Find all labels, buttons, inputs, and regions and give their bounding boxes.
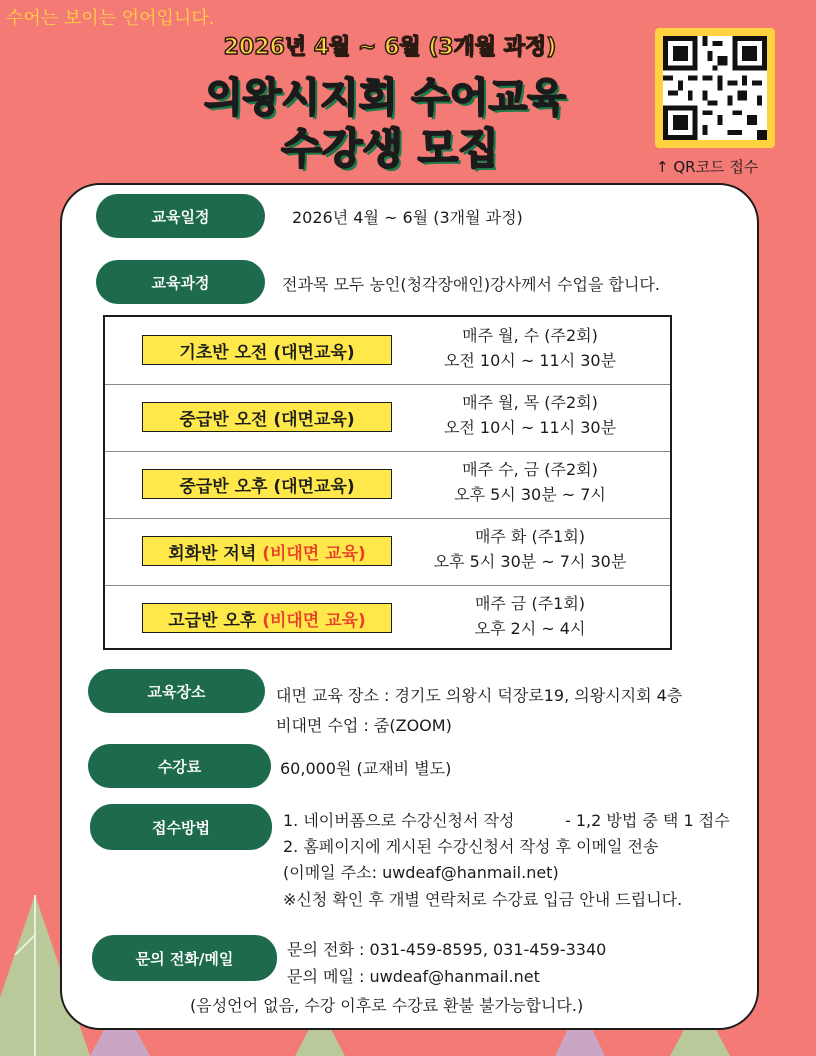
class-days: 매주 월, 목 (주2회) [462, 393, 598, 412]
class-time: 오후 5시 30분 ~ 7시 30분 [433, 552, 627, 571]
label-course: 교육과정 [96, 260, 265, 304]
label-schedule: 교육일정 [96, 194, 265, 238]
class-mode: (대면교육) [273, 476, 355, 497]
label-apply: 접수방법 [90, 804, 272, 850]
class-time: 오후 5시 30분 ~ 7시 [454, 485, 606, 504]
class-time: 오전 10시 ~ 11시 30분 [443, 418, 617, 437]
tagline: 수어는 보이는 언어입니다. [6, 8, 215, 29]
qr-caption: ↑ QR코드 접수 [656, 158, 759, 176]
apply-line-4: ※신청 확인 후 개별 연락처로 수강료 입금 안내 드립니다. [283, 890, 683, 909]
class-label [142, 335, 392, 365]
class-row [105, 585, 670, 652]
contact-phone: 문의 전화 : 031-459-8595, 031-459-3340 [287, 940, 607, 959]
class-name: 중급반 오후 [179, 476, 268, 497]
apply-line-1: 1. 네이버폼으로 수강신청서 작성 [283, 811, 515, 830]
class-times [415, 323, 645, 373]
apply-line-2: 2. 홈페이지에 게시된 수강신청서 작성 후 이메일 전송 [283, 837, 659, 856]
class-times [415, 591, 645, 641]
label-contact: 문의 전화/메일 [92, 935, 277, 981]
title-course: 수어교육 [411, 75, 566, 121]
place-line-2: 비대면 수업 : 줌(ZOOM) [276, 716, 452, 735]
class-times [415, 524, 645, 574]
footer-note: (음성언어 없음, 수강 이후로 수강료 환불 불가능합니다.) [190, 996, 584, 1015]
title-org: 의왕시지회 [204, 75, 398, 121]
schedule-text: 2026년 4월 ~ 6월 (3개월 과정) [292, 208, 523, 227]
class-times [415, 390, 645, 440]
class-row [105, 451, 670, 519]
class-days: 매주 금 (주1회) [474, 594, 586, 613]
qr-code[interactable] [655, 28, 775, 148]
class-schedule-table [103, 315, 672, 650]
class-days: 매주 월, 수 (주2회) [462, 326, 598, 345]
label-fee: 수강료 [88, 744, 271, 788]
class-label [142, 536, 392, 566]
class-label [142, 402, 392, 432]
class-name: 고급반 오후 [168, 610, 257, 631]
class-days: 매주 화 (주1회) [474, 527, 586, 546]
class-name: 회화반 저녁 [168, 543, 257, 564]
apply-line-3: (이메일 주소: uwdeaf@hanmail.net) [283, 863, 559, 882]
contact-email: 문의 메일 : uwdeaf@hanmail.net [287, 967, 540, 986]
class-row [105, 384, 670, 452]
place-line-1: 대면 교육 장소 : 경기도 의왕시 덕장로19, 의왕시지회 4층 [276, 686, 683, 705]
course-text: 전과목 모두 농인(청각장애인)강사께서 수업을 합니다. [282, 275, 660, 294]
class-times [415, 457, 645, 507]
class-mode: (비대면 교육) [262, 610, 366, 631]
class-mode: (대면교육) [273, 342, 355, 363]
class-days: 매주 수, 금 (주2회) [462, 460, 598, 479]
recruit-title: 수강생 모집 [281, 124, 499, 173]
class-row [105, 518, 670, 586]
class-label [142, 469, 392, 499]
class-mode: (대면교육) [273, 409, 355, 430]
date-title: 2026년 4월 ~ 6월 (3개월 과정) [223, 35, 557, 60]
main-title [150, 66, 620, 123]
class-time: 오후 2시 ~ 4시 [474, 619, 586, 638]
fee-text: 60,000원 (교재비 별도) [280, 759, 452, 778]
class-name: 기초반 오전 [179, 342, 268, 363]
label-place: 교육장소 [88, 669, 265, 713]
class-name: 중급반 오전 [179, 409, 268, 430]
class-label [142, 603, 392, 633]
class-mode: (비대면 교육) [262, 543, 366, 564]
apply-line-1-note: - 1,2 방법 중 택 1 접수 [565, 811, 730, 830]
class-row [105, 317, 670, 385]
qr-code-image [663, 36, 767, 140]
class-time: 오전 10시 ~ 11시 30분 [443, 351, 617, 370]
